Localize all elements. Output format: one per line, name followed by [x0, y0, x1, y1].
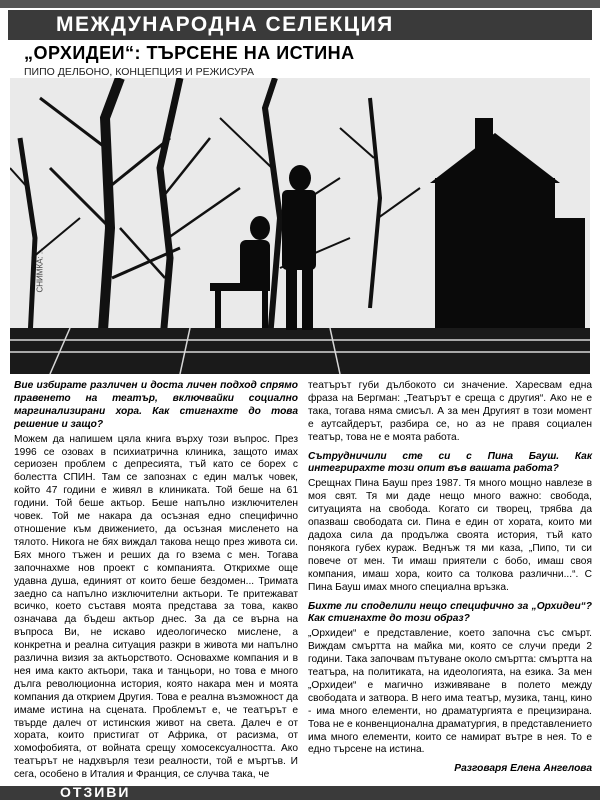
question-3: Бихте ли споделили нещо специфично за „Орхидеи“? Как стигнахте до този образ?	[308, 600, 592, 625]
photo-side-credit: СНИМКА: ...	[35, 247, 45, 293]
left-column	[14, 380, 298, 788]
answer-2: Срещнах Пина Бауш през 1987. Тя много мощно навлезе в моя свят. Тя ми даде нещо много важно: свобода, ситуацията на свобода. Когато си творец, трябва да опазваш свободата си. Пина е един от хората, които ми дадоха сила да продължа своята история, тъй като понякога губех кураж. Веднъж тя ми каза, „Пипо, ти си повече от мен. Ти имаш приятели с бобо, имаш своя компания, имаш хора, които са толкова различни...“. С Пина Бауш имах много специална връзка.	[308, 478, 592, 593]
answer-3: „Орхидеи“ е представление, което започна със смърт. Виждам смъртта на майка ми, която се случи преди 2 години. Така започвам пътуване около смъртта: смъртта на театъра, на политиката, на идеологията, на езика. За мен „Орхидеи“ е магично изживяване в полето между свободата и затвора. В него има театър, музика, танц, кино - има много елементи, но драматургията е прецизирана. Това не е конвенционална драматургия, в представлението има много елементи, които се намират вътре в нея. То е едно търсене на истина.	[308, 628, 593, 756]
next-section-title: ОТЗИВИ	[60, 784, 131, 800]
answer-1: Можем да напишем цяла книга върху този въпрос. През 1996 се озовах в психиатрична клиника, защото имах сериозен проблем с депресията, тъй като се борех с болестта СПИН. Там се запознах с един малък човек, който 47 години е живял в клиниката. Той беше на 61 години. Той беше актьор. Беше напълно изключителен човек. Той ме накара да осъзная едно специфично отношение към движението, да осъзная мисленето на тялото. Никога не бях виждал такова нещо през живота си. Бях много тъжен и реших да го взема с мен. Тогава започнахме нов проект с компанията. Открихме още удавна душа, единият от които беше бездомен... Тримата заедно са напълно изключителни актьори. Те притежават всичко, което съставя моята представа за това, какво означава да бъдеш актьор днес. За да се върна на въпроса Ви, не искаво идеологическо мислене, а конкретна и реална ситуация разкри в живота ми напълно различна визия за актьорството. Основахме компания и в нея има както актьори, така и танцьори, но това е много дълга революционна история, която накара мен и моята компания да открием Другия. Това е реална възможност да имаме истина на сцената. Проблемът е, че театърът е твърде далеч от истинския живот на света. Далеч е от хората, които пристигат от Африка, от расизма, от хомофобията, от войната срещу хомосексуалността. Ако театърът не надхвърля тези реалности, той е мъртъв. И сега, особено в Италия и Франция, се случва така, че	[14, 433, 298, 781]
stage-photo-illustration	[10, 78, 590, 374]
article-headline: „ОРХИДЕИ“: ТЪРСЕНЕ НА ИСТИНА	[24, 43, 355, 63]
top-bar	[0, 0, 600, 8]
section-title: МЕЖДУНАРОДНА СЕЛЕКЦИЯ	[56, 13, 394, 36]
answer-1-continued: театърът губи дълбокото си значение. Харесвам една фраза на Бергман: „Театърът е среща с другия“. Ако не е така, тогава няма смисъл. А за мен Другият в този момент е аутсайдерът, разбира се, но аз не правя социален театър, това не е моята работа.	[308, 380, 592, 443]
question-1: Вие избирате различен и доста личен подход спрямо правенето на театър, включвайки социално маргинализирани хора. Как стигнахте до това решение и защо?	[14, 380, 298, 430]
article-photo	[10, 78, 590, 374]
article-subhead: ПИПО ДЕЛБОНО, КОНЦЕПЦИЯ И РЕЖИСУРА	[24, 66, 255, 78]
interviewer-signature: Разговаря Елена Ангелова	[454, 763, 592, 775]
right-column	[308, 380, 592, 776]
question-2: Сътрудничили сте си с Пина Бауш. Как интегрирахте този опит във вашата работа?	[308, 450, 592, 475]
